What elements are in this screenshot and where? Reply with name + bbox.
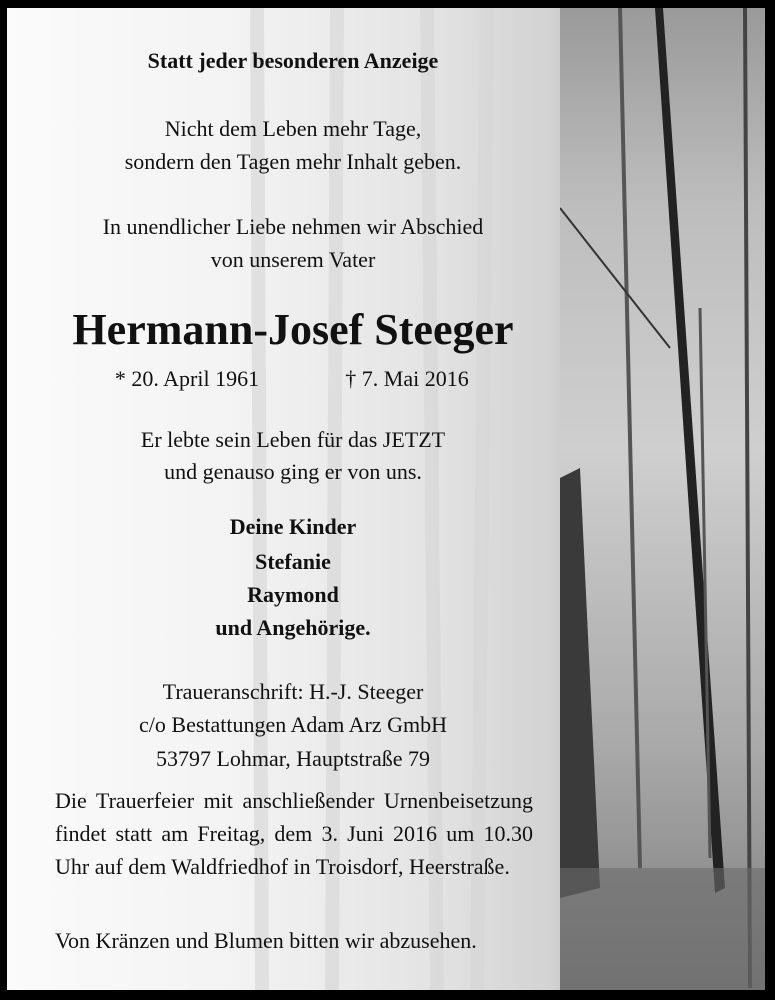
mourner-line: und Angehörige. (215, 615, 371, 640)
ceremony-paragraph: Die Trauerfeier mit anschließender Urnenbeisetzung findet statt am Freitag, dem 3. Juni 2016 um 10.30 Uhr auf dem Waldfriedhof in Troisdorf, Heerstraße. (55, 788, 533, 879)
notice-header: Statt jeder besonderen Anzeige (147, 48, 439, 73)
birth-date: * 20. April 1961 (114, 366, 260, 391)
death-date: † 7. Mai 2016 (345, 366, 469, 391)
mourner-line: Stefanie (255, 549, 331, 574)
address-line-1: Traueranschrift: H.-J. Steeger (162, 679, 424, 704)
tree-trunks-image (560, 8, 765, 990)
obituary-notice (7, 8, 765, 990)
quote-line-2: und genauso ging er von uns. (164, 459, 422, 484)
forest-photo (560, 8, 765, 990)
closing-note: Von Kränzen und Blumen bitten wir abzusehen. (55, 928, 477, 953)
motto-line-1: Nicht dem Leben mehr Tage, (164, 116, 422, 141)
motto-line-2: sondern den Tagen mehr Inhalt geben. (124, 149, 462, 174)
address-line-2: c/o Bestattungen Adam Arz GmbH (139, 712, 447, 737)
mourner-line: Deine Kinder (229, 514, 357, 539)
deceased-name: Hermann-Josef Steeger (72, 305, 514, 354)
intro-line-2: von unserem Vater (210, 247, 376, 272)
address-line-3: 53797 Lohmar, Hauptstraße 79 (155, 746, 431, 771)
intro-line-1: In unendlicher Liebe nehmen wir Abschied (102, 214, 484, 239)
quote-line-1: Er lebte sein Leben für das JETZT (140, 427, 446, 452)
mourner-line: Raymond (247, 582, 339, 607)
